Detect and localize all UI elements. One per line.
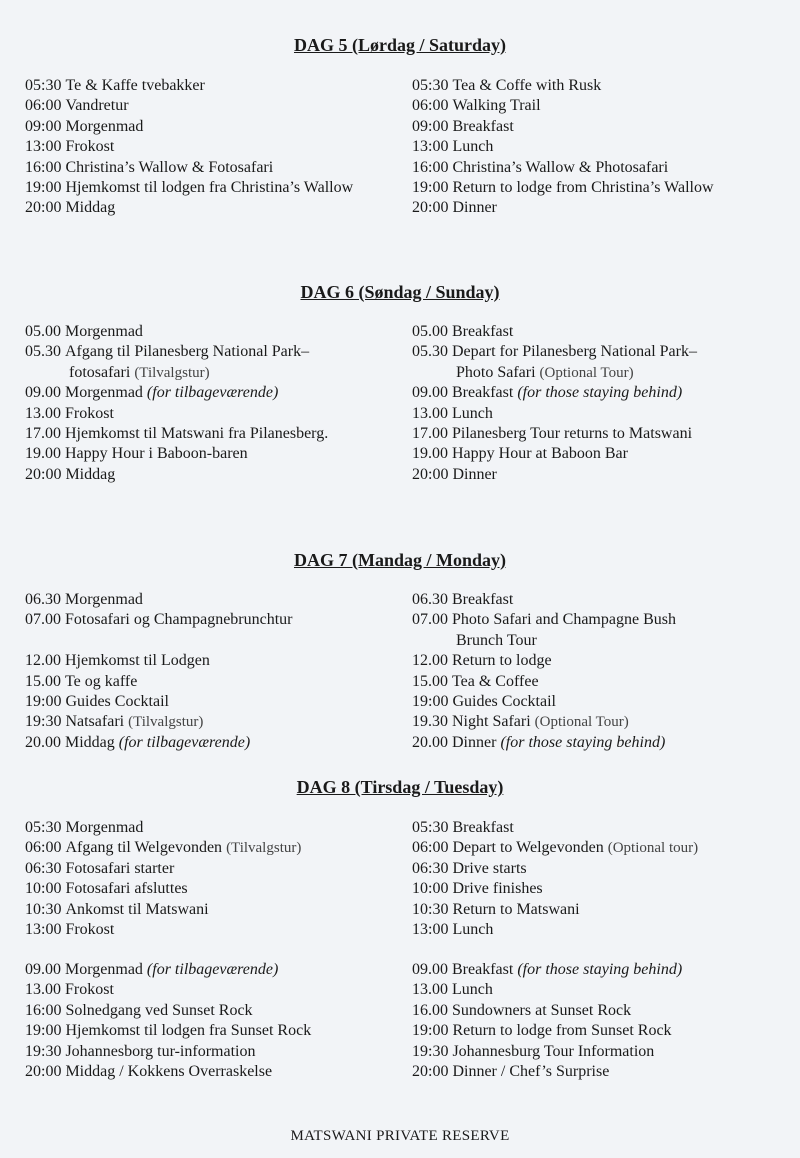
schedule-row [25, 900, 301, 920]
schedule-activity: Ankomst til Matswani [65, 900, 209, 918]
schedule-activity: Morgenmad [65, 384, 143, 402]
schedule-activity: Drive starts [452, 859, 527, 877]
schedule-row [412, 137, 714, 157]
schedule-row [25, 383, 328, 403]
schedule-activity: Guides Cocktail [65, 693, 169, 711]
schedule-row [25, 424, 328, 444]
schedule-activity: Guides Cocktail [452, 693, 556, 711]
schedule-row [412, 1062, 682, 1082]
schedule-time: 20:00 [25, 199, 62, 217]
day8-english-list [412, 818, 698, 940]
schedule-activity: Return to lodge [452, 652, 552, 670]
day5-english-list [412, 76, 714, 219]
schedule-activity: Happy Hour i Baboon-baren [65, 445, 248, 463]
schedule-activity: Morgenmad [65, 323, 143, 340]
schedule-activity: fotosafari [69, 363, 131, 381]
schedule-row [25, 137, 353, 157]
schedule-row [25, 1001, 311, 1021]
schedule-time: 06.30 [25, 591, 61, 608]
schedule-activity: Afgang til Pilanesberg National Park– [65, 343, 310, 361]
schedule-activity: Walking Trail [452, 97, 541, 115]
schedule-row [412, 117, 714, 137]
schedule-time: 09.00 [412, 961, 448, 978]
schedule-row [25, 733, 293, 753]
schedule-row [25, 920, 301, 940]
schedule-row [412, 404, 697, 424]
schedule-row [25, 610, 293, 630]
day5-danish-list [25, 76, 353, 219]
schedule-row [412, 158, 714, 178]
schedule-activity: Johannesburg Tour Information [452, 1042, 655, 1060]
schedule-time: 10:00 [412, 880, 449, 898]
schedule-row [412, 444, 697, 464]
schedule-row [25, 818, 301, 838]
schedule-time: 07.00 [25, 611, 61, 629]
schedule-activity: Return to lodge from Christina’s Wallow [452, 179, 714, 197]
schedule-time: 09.00 [412, 384, 448, 402]
schedule-time: 13:00 [25, 138, 62, 156]
schedule-row [25, 859, 301, 879]
schedule-time: 20.00 [25, 733, 61, 751]
schedule-row [412, 859, 698, 879]
schedule-activity: Morgenmad [65, 819, 144, 836]
schedule-row [25, 404, 328, 424]
schedule-time: 06:30 [25, 859, 62, 877]
footer-reserve-name: MATSWANI PRIVATE RESERVE [290, 1128, 510, 1144]
schedule-row [25, 342, 328, 362]
schedule-time: 17.00 [412, 425, 448, 443]
schedule-row [412, 879, 698, 899]
schedule-row [412, 1001, 682, 1021]
schedule-activity: Te & Kaffe tvebakker [65, 77, 205, 94]
schedule-row [412, 818, 698, 838]
staying-behind-note: (for tilbageværende) [146, 961, 279, 978]
schedule-activity: Breakfast [452, 117, 514, 135]
schedule-time: 05:30 [412, 77, 449, 94]
schedule-row [412, 980, 682, 1000]
staying-behind-note: (for those staying behind) [500, 733, 666, 751]
schedule-row [412, 610, 676, 630]
schedule-row [25, 672, 293, 692]
schedule-row [25, 1021, 311, 1041]
schedule-activity: Middag / Kokkens Overraskelse [65, 1063, 273, 1081]
schedule-time: 07.00 [412, 611, 448, 629]
schedule-time: 13:00 [412, 138, 449, 156]
schedule-activity: Dinner [452, 733, 497, 751]
schedule-time: 09:00 [412, 117, 449, 135]
schedule-time: 09.00 [25, 961, 61, 978]
schedule-time: 13.00 [25, 981, 61, 999]
schedule-time: 05:30 [25, 77, 62, 94]
schedule-time: 09.00 [25, 384, 61, 402]
schedule-time: 05:30 [25, 819, 62, 836]
schedule-activity: Te og kaffe [65, 672, 138, 690]
schedule-row [412, 712, 676, 732]
schedule-time: 19:00 [412, 179, 449, 197]
schedule-row [412, 900, 698, 920]
staying-behind-note: (for those staying behind) [517, 961, 683, 978]
schedule-activity: Breakfast [452, 384, 514, 402]
schedule-activity: Photo Safari and Champagne Bush [452, 611, 676, 629]
schedule-activity: Middag [65, 733, 115, 751]
schedule-row [412, 465, 697, 485]
schedule-activity: Depart for Pilanesberg National Park– [452, 343, 697, 361]
schedule-row [25, 465, 328, 485]
schedule-time: 20:00 [412, 199, 449, 217]
section-title-day7: DAG 7 (Mandag / Monday) [293, 550, 506, 570]
schedule-time: 19:30 [25, 1042, 62, 1060]
schedule-row [25, 712, 293, 732]
schedule-activity: Night Safari [452, 713, 531, 731]
schedule-row [412, 383, 697, 403]
schedule-row [25, 322, 328, 342]
staying-behind-note: (for tilbageværende) [146, 384, 279, 402]
schedule-activity: Lunch [452, 981, 493, 999]
schedule-activity: Morgenmad [65, 961, 143, 978]
day8-english-list-2 [412, 960, 682, 1082]
schedule-time: 09:00 [25, 117, 62, 135]
day8-danish-list [25, 818, 301, 940]
schedule-activity: Pilanesberg Tour returns to Matswani [452, 425, 693, 443]
schedule-row [25, 879, 301, 899]
schedule-activity: Hjemkomst til Lodgen [65, 652, 210, 670]
schedule-time: 05.30 [25, 343, 61, 361]
schedule-row [412, 198, 714, 218]
schedule-time: 06:00 [25, 97, 62, 115]
day7-danish-list [25, 590, 293, 753]
schedule-activity: Brunch Tour [456, 631, 537, 649]
staying-behind-note: (for tilbageværende) [118, 733, 251, 751]
section-title-day5: DAG 5 (Lørdag / Saturday) [293, 35, 506, 55]
schedule-time: 16.00 [412, 1001, 448, 1019]
schedule-time: 20:00 [25, 465, 62, 483]
schedule-time: 06:00 [412, 97, 449, 115]
day6-danish-list [25, 322, 328, 485]
schedule-time: 19:00 [412, 1022, 449, 1040]
schedule-row [25, 158, 353, 178]
schedule-activity: Happy Hour at Baboon Bar [452, 445, 628, 463]
schedule-row [25, 198, 353, 218]
schedule-activity: Lunch [452, 138, 494, 156]
schedule-row [25, 1042, 311, 1062]
schedule-activity: Depart to Welgevonden [452, 839, 604, 857]
schedule-row [412, 342, 697, 362]
schedule-time: 19:30 [412, 1042, 449, 1060]
schedule-row [412, 920, 698, 940]
schedule-activity: Return to Matswani [452, 900, 580, 918]
schedule-row [412, 96, 714, 116]
schedule-activity: Frokost [65, 981, 114, 999]
schedule-row [412, 424, 697, 444]
schedule-row [412, 1021, 682, 1041]
schedule-time: 13:00 [25, 921, 62, 939]
schedule-row [25, 178, 353, 198]
schedule-time: 20:00 [412, 1063, 449, 1081]
schedule-time: 20:00 [412, 465, 449, 483]
schedule-time: 05.30 [412, 343, 448, 361]
schedule-row [25, 96, 353, 116]
schedule-row [412, 838, 698, 858]
schedule-activity: Lunch [452, 404, 493, 422]
optional-tour-note: (Optional Tour) [539, 364, 634, 381]
schedule-activity: Drive finishes [452, 880, 543, 898]
optional-tour-note: (Optional tour) [607, 840, 699, 857]
schedule-activity: Fotosafari starter [65, 859, 175, 877]
schedule-activity: Breakfast [452, 819, 514, 836]
schedule-time: 19:00 [25, 1022, 62, 1040]
schedule-time: 13.00 [412, 981, 448, 999]
day6-english-list [412, 322, 697, 485]
schedule-time: 17.00 [25, 425, 61, 443]
schedule-row [412, 363, 697, 383]
schedule-time: 12.00 [412, 652, 448, 670]
schedule-activity: Sundowners at Sunset Rock [452, 1001, 632, 1019]
schedule-activity: Fotosafari afsluttes [65, 880, 188, 898]
schedule-row [25, 631, 293, 651]
schedule-row [25, 117, 353, 137]
schedule-time: 20:00 [25, 1063, 62, 1081]
day7-english-list [412, 590, 676, 753]
schedule-row [412, 960, 682, 980]
schedule-activity: Morgenmad [65, 117, 144, 135]
schedule-row [25, 651, 293, 671]
schedule-row [25, 960, 311, 980]
schedule-time: 16:00 [25, 1001, 62, 1019]
schedule-time: 15.00 [25, 672, 61, 690]
schedule-row [25, 980, 311, 1000]
schedule-activity: Frokost [65, 921, 115, 939]
schedule-row [412, 672, 676, 692]
schedule-time: 19.30 [412, 713, 448, 731]
schedule-row [412, 590, 676, 610]
schedule-time: 05.00 [412, 323, 448, 340]
schedule-activity: Breakfast [452, 961, 514, 978]
day8-danish-list-2 [25, 960, 311, 1082]
schedule-time: 19.00 [412, 445, 448, 463]
schedule-activity: Hjemkomst til Matswani fra Pilanesberg. [65, 425, 329, 443]
schedule-row [412, 631, 676, 651]
schedule-activity: Morgenmad [65, 591, 143, 608]
schedule-time: 10:30 [25, 900, 62, 918]
schedule-activity: Middag [65, 465, 116, 483]
schedule-time [412, 363, 454, 383]
schedule-time: 05.00 [25, 323, 61, 340]
schedule-activity: Solnedgang ved Sunset Rock [65, 1001, 253, 1019]
schedule-activity: Lunch [452, 921, 494, 939]
schedule-time: 15.00 [412, 672, 448, 690]
schedule-time [25, 631, 67, 651]
schedule-row [25, 590, 293, 610]
schedule-activity: Return to lodge from Sunset Rock [452, 1022, 672, 1040]
schedule-activity: Christina’s Wallow & Fotosafari [65, 158, 274, 176]
schedule-activity: Photo Safari [456, 363, 536, 381]
schedule-time: 16:00 [412, 158, 449, 176]
schedule-time: 19:00 [25, 179, 62, 197]
schedule-time: 10:30 [412, 900, 449, 918]
schedule-activity: Afgang til Welgevonden [65, 839, 223, 857]
schedule-time: 13:00 [412, 921, 449, 939]
schedule-row [412, 178, 714, 198]
schedule-activity: Dinner / Chef’s Surprise [452, 1063, 610, 1081]
schedule-time: 19.00 [25, 445, 61, 463]
schedule-activity: Frokost [65, 138, 115, 156]
schedule-activity: Vandretur [65, 97, 129, 115]
schedule-row [25, 692, 293, 712]
schedule-row [412, 322, 697, 342]
optional-tour-note: (Tilvalgstur) [128, 714, 204, 731]
schedule-row [25, 76, 353, 96]
schedule-time: 06.30 [412, 591, 448, 608]
schedule-time [25, 363, 67, 383]
schedule-activity: Dinner [452, 199, 497, 217]
schedule-activity: Fotosafari og Champagnebrunchtur [65, 611, 293, 629]
section-title-day6: DAG 6 (Søndag / Sunday) [300, 282, 500, 302]
schedule-activity: Christina’s Wallow & Photosafari [452, 158, 669, 176]
schedule-activity: Tea & Coffe with Rusk [452, 77, 602, 94]
schedule-row [25, 363, 328, 383]
schedule-row [412, 733, 676, 753]
schedule-row [25, 838, 301, 858]
schedule-time: 16:00 [25, 158, 62, 176]
staying-behind-note: (for those staying behind) [517, 384, 683, 402]
schedule-time: 06:00 [25, 839, 62, 857]
optional-tour-note: (Optional Tour) [534, 714, 629, 731]
schedule-row [412, 692, 676, 712]
schedule-activity: Frokost [65, 404, 114, 422]
schedule-activity: Dinner [452, 465, 497, 483]
schedule-activity: Hjemkomst til lodgen fra Christina’s Wallow [65, 179, 354, 197]
optional-tour-note: (Tilvalgstur) [226, 840, 302, 857]
schedule-time: 06:30 [412, 859, 449, 877]
schedule-time: 19:30 [25, 713, 62, 731]
schedule-row [25, 444, 328, 464]
schedule-activity: Natsafari [65, 713, 125, 731]
schedule-row [25, 1062, 311, 1082]
schedule-time: 13.00 [412, 404, 448, 422]
schedule-activity: Middag [65, 199, 116, 217]
schedule-activity: Johannesborg tur-information [65, 1042, 256, 1060]
schedule-row [412, 76, 714, 96]
section-title-day8: DAG 8 (Tirsdag / Tuesday) [296, 777, 504, 797]
schedule-time: 19:00 [25, 693, 62, 711]
schedule-activity: Hjemkomst til lodgen fra Sunset Rock [65, 1022, 312, 1040]
schedule-time [412, 631, 454, 651]
schedule-time: 19:00 [412, 693, 449, 711]
schedule-activity: Breakfast [452, 323, 514, 340]
schedule-time: 05:30 [412, 819, 449, 836]
schedule-activity: Breakfast [452, 591, 514, 608]
schedule-time: 06:00 [412, 839, 449, 857]
optional-tour-note: (Tilvalgstur) [134, 364, 210, 381]
schedule-time: 13.00 [25, 404, 61, 422]
schedule-time: 10:00 [25, 880, 62, 898]
schedule-time: 12.00 [25, 652, 61, 670]
schedule-time: 20.00 [412, 733, 448, 751]
schedule-activity: Tea & Coffee [452, 672, 539, 690]
schedule-row [412, 651, 676, 671]
schedule-row [412, 1042, 682, 1062]
